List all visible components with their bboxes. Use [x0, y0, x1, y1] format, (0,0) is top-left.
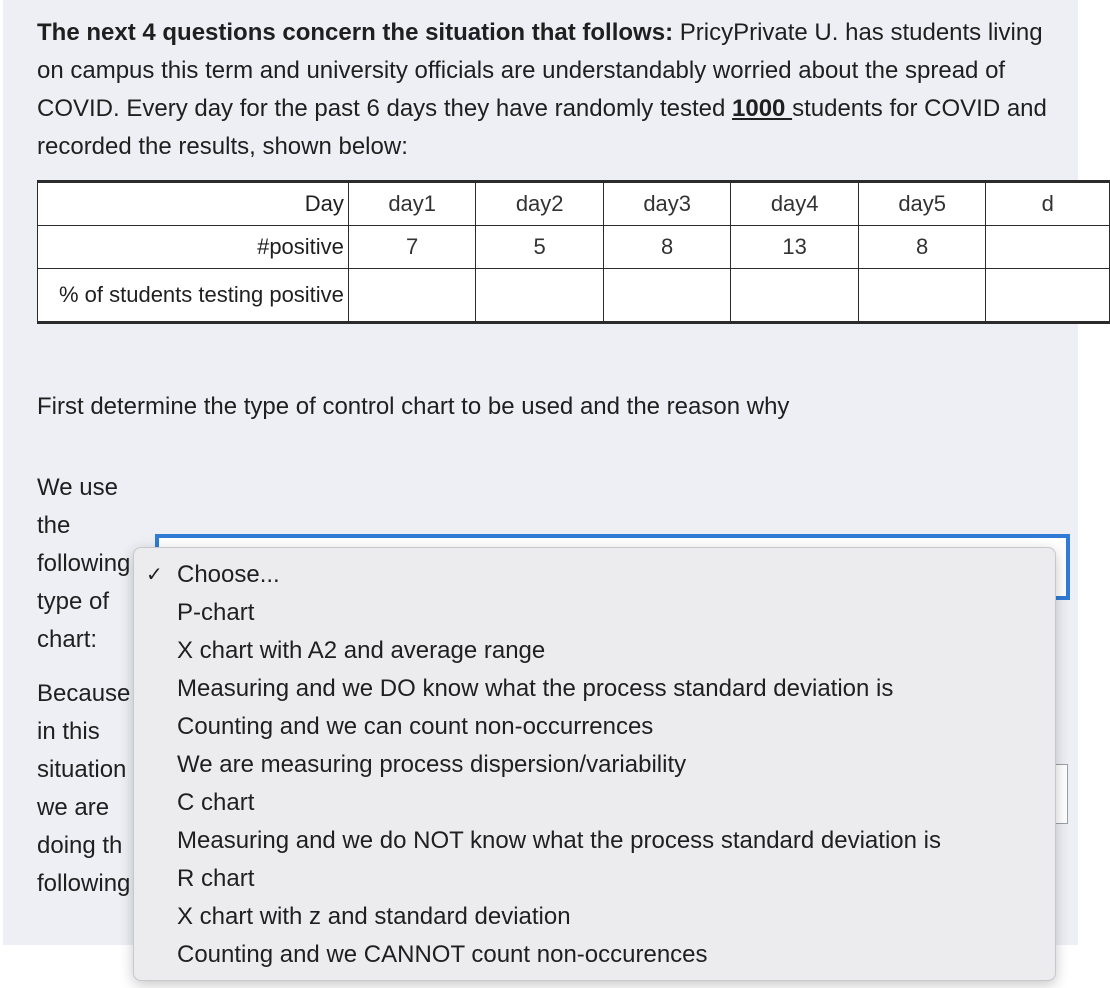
- option-label: We are measuring process dispersion/variability: [177, 751, 687, 778]
- day-cell: day2: [476, 182, 604, 226]
- percent-cell[interactable]: [986, 269, 1110, 323]
- label-line: doing th: [37, 832, 123, 859]
- table-row-positive: [38, 226, 1110, 269]
- option-label: Measuring and we do NOT know what the process standard deviation is: [177, 827, 941, 854]
- percent-cell[interactable]: [858, 269, 986, 323]
- chart-type-dropdown-menu[interactable]: [133, 547, 1056, 981]
- option-label: Choose...: [177, 561, 280, 588]
- option-label: R chart: [177, 865, 255, 892]
- day-cell: day5: [858, 182, 986, 226]
- positive-cell: 8: [603, 226, 731, 269]
- dropdown-option[interactable]: [134, 746, 1055, 784]
- label-line: the: [37, 512, 71, 539]
- positive-cell: 13: [731, 226, 859, 269]
- label-line: We use: [37, 474, 118, 501]
- percent-cell[interactable]: [348, 269, 476, 323]
- intro-text-2: students for COVID and recorded the results, shown below:: [37, 95, 1047, 160]
- row-header-percent: % of students testing positive: [38, 269, 349, 323]
- positive-cell: 5: [476, 226, 604, 269]
- table-row-percent: [38, 269, 1110, 323]
- row-header-day: Day: [38, 182, 349, 226]
- label-line: following: [37, 550, 131, 577]
- dropdown-option[interactable]: [134, 708, 1055, 746]
- option-label: Counting and we CANNOT count non-occurences: [177, 941, 708, 968]
- dropdown-option-choose[interactable]: [134, 556, 1055, 594]
- percent-cell[interactable]: [603, 269, 731, 323]
- day-cell: day3: [603, 182, 731, 226]
- label-line: we are: [37, 794, 110, 821]
- dropdown-option[interactable]: [134, 632, 1055, 670]
- results-table: [37, 180, 1110, 324]
- percent-cell[interactable]: [476, 269, 604, 323]
- question-text: First determine the type of control chart to be used and the reason why: [37, 393, 790, 420]
- label-line: in this: [37, 718, 100, 745]
- option-label: C chart: [177, 789, 255, 816]
- positive-cell: 7: [348, 226, 476, 269]
- checkmark-icon: ✓: [146, 564, 163, 586]
- option-label: Measuring and we DO know what the process standard deviation is: [177, 675, 894, 702]
- dropdown-option[interactable]: [134, 822, 1055, 860]
- day-cell: day4: [731, 182, 859, 226]
- chart-type-label: [37, 469, 147, 659]
- intro-lead: The next 4 questions concern the situation that follows:: [37, 19, 674, 46]
- row-header-positive: #positive: [38, 226, 349, 269]
- dropdown-option[interactable]: [134, 898, 1055, 936]
- label-line: following: [37, 870, 131, 897]
- dropdown-option[interactable]: [134, 936, 1055, 974]
- label-line: type of: [37, 588, 110, 615]
- dropdown-option[interactable]: [134, 784, 1055, 822]
- day-cell: day1: [348, 182, 476, 226]
- intro-text-1: PricyPrivate U. has students living on campus this term and university officials are understandably worried about the spread of COVID. Every day for the past 6 days they have randomly tested: [37, 19, 1043, 122]
- reason-label: [37, 675, 147, 903]
- dropdown-option[interactable]: [134, 670, 1055, 708]
- label-line: chart:: [37, 626, 98, 653]
- percent-cell[interactable]: [731, 269, 859, 323]
- option-label: X chart with A2 and average range: [177, 637, 546, 664]
- option-label: X chart with z and standard deviation: [177, 903, 571, 930]
- option-label: Counting and we can count non-occurrences: [177, 713, 654, 740]
- positive-cell: 8: [858, 226, 986, 269]
- day-cell: d: [986, 182, 1110, 226]
- label-line: Because: [37, 680, 131, 707]
- dropdown-option[interactable]: [134, 860, 1055, 898]
- label-line: situation: [37, 756, 127, 783]
- option-label: P-chart: [177, 599, 255, 626]
- sample-size: 1000: [732, 95, 793, 122]
- positive-cell: [986, 226, 1110, 269]
- table-row-day: [38, 182, 1110, 226]
- intro-paragraph: [37, 14, 1057, 166]
- dropdown-option[interactable]: [134, 594, 1055, 632]
